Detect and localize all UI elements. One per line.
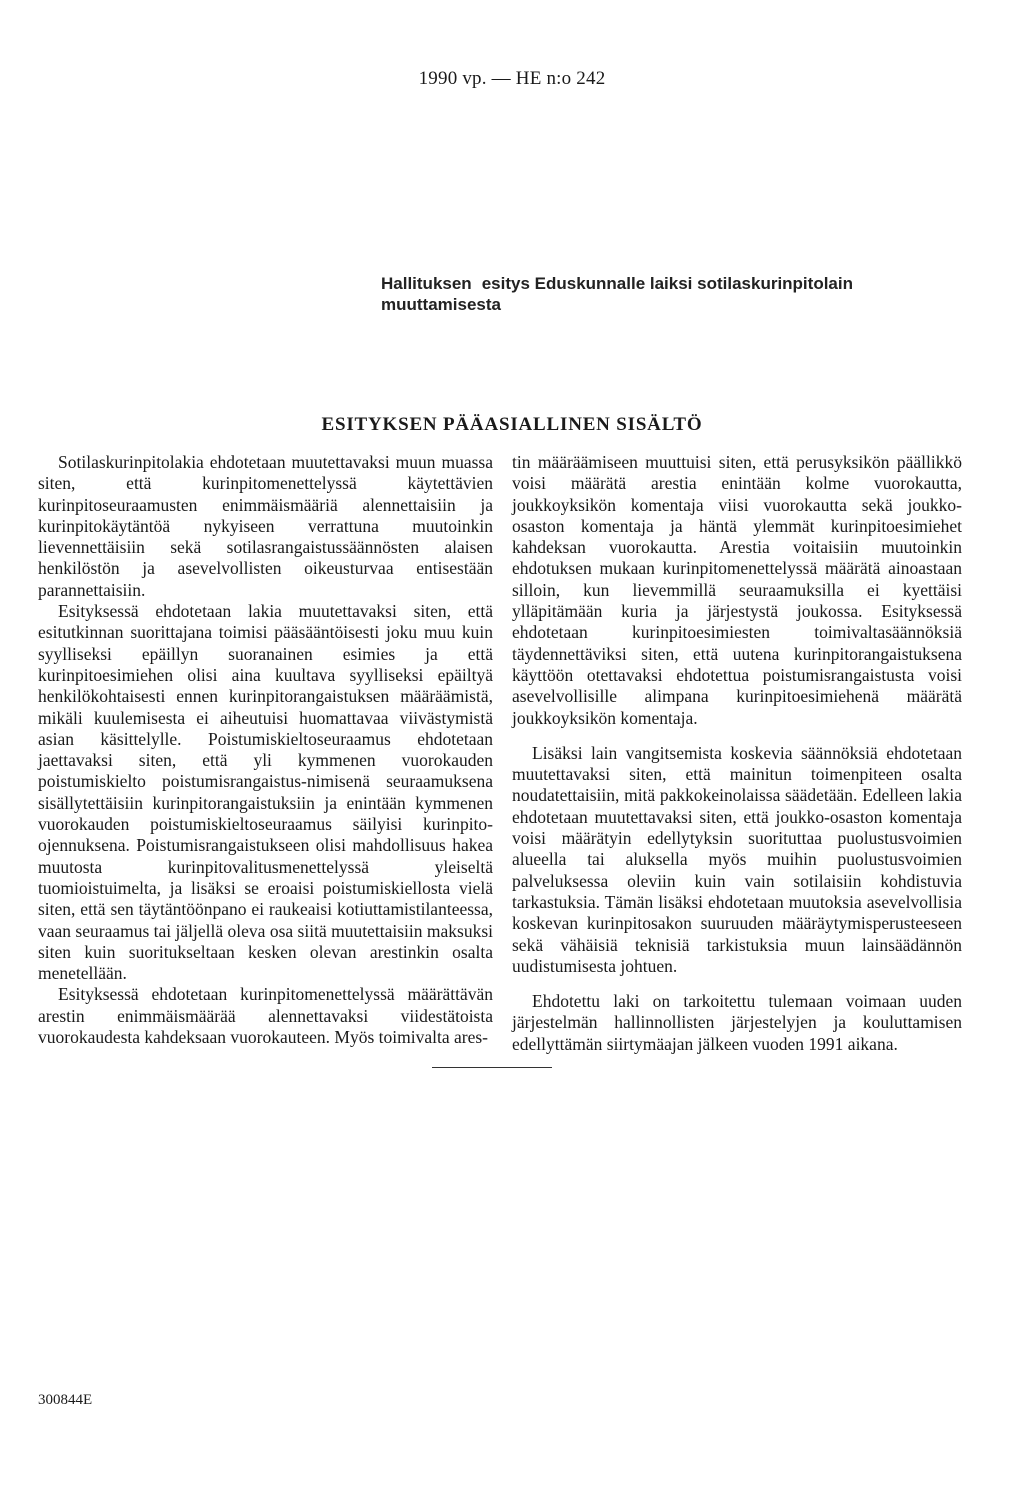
- document-title: [381, 273, 981, 315]
- title-line-1-part-2: esitys Eduskunnalle laiksi sotilaskurinpitolain: [481, 274, 853, 293]
- section-heading: ESITYKSEN PÄÄASIALLINEN SISÄLTÖ: [321, 414, 703, 435]
- right-paragraph-3: Ehdotettu laki on tarkoitettu tulemaan voimaan uuden järjestelmän hallinnollisten järjestelyjen ja kouluttamisen edellyttämän siirtymäajan jälkeen vuoden 1991 aikana.: [512, 991, 962, 1054]
- left-paragraph-3: Esityksessä ehdotetaan kurinpitomenettelyssä määrättävän arestin enimmäismäärää alennettavaksi viidestätoista vuorokaudesta kahdeksaan vuorokauteen. Myös toimivalta ares-: [38, 984, 493, 1048]
- left-column: [38, 452, 493, 1048]
- right-paragraph-1: tin määräämiseen muuttuisi siten, että perusyksikön päällikkö voisi määrätä arestia enintään kolme vuorokautta, joukkoyksikön komentaja viisi vuorokautta sekä joukko-osaston komentaja ja häntä ylemmät kurinpitoesimiehet kahdeksan vuorokautta. Arestia voitaisiin muutoinkin ehdotuksen mukaan kurinpitomenettelyssä määrätä ainoastaan silloin, kun lievemmillä seuraamuksilla ei kyettäisi ylläpitämään kuria ja järjestystä joukossa. Esityksessä ehdotetaan kurinpitoesimiesten toimivaltasäännöksiä täydennettäviksi siten, että uutena kurinpitorangaistuksena käyttöön otettavaksi ehdotettua poistumisrangaistusta voisi asevelvollisille alimpana kurinpitoesimiehenä määrätä joukkoyksikön komentaja.: [512, 452, 962, 728]
- right-paragraph-2: Lisäksi lain vangitsemista koskevia säännöksiä ehdotetaan muutettavaksi siten, että mainitun toimenpiteen osalta noudatettaisiin, mitä pakkokeinolaissa säädetään. Edelleen lakia ehdotetaan muutettavaksi siten, että joukko-osaston komentaja voisi määrätyin edellytyksin suorituttaa puolustusvoimien alueella tai aluksella myös muihin puolustusvoimien palveluksessa oleviin kuin vain sotilaisiin kohdistuvia tarkastuksia. Tämän lisäksi ehdotetaan muutoksia asevelvollisia koskevan kurinpitosakon suuruuden määräytymisperusteeseen sekä vähäisiä teknisiä tarkistuksia muun lainsäädännön uudistumisesta johtuen.: [512, 742, 962, 976]
- title-line-1: [381, 273, 981, 294]
- left-paragraph-1: Sotilaskurinpitolakia ehdotetaan muutettavaksi muun muassa siten, että kurinpitomenettelyssä käytettävien kurinpitoseuraamusten enimmäismääriä alennettaisiin ja kurinpitokäytäntöä nykyiseen verrattuna muutoinkin lievennettäisiin sekä sotilasrangaistussäännösten alaisen henkilöstön ja asevelvollisten oikeusturvaa entisestään parannettaisiin.: [38, 452, 493, 600]
- end-rule: [432, 1067, 552, 1068]
- right-column: [512, 452, 962, 1068]
- page-header: 1990 vp. — HE n:o 242: [418, 68, 606, 89]
- title-line-2: muuttamisesta: [381, 295, 501, 314]
- document-code: 300844E: [38, 1392, 93, 1408]
- left-paragraph-2: Esityksessä ehdotetaan lakia muutettavaksi siten, että esitutkinnan suorittajana toimisi pääsääntöisesti joku muu kuin syylliseksi epäillyn suoranainen esimies ja että kurinpitoesimiehen olisi aina kuultava syylliseksi epäiltyä henkilökohtaisesti ennen kurinpitorangaistuksen määräämistä, mikäli kuulemisesta ei aiheutuisi huomattavaa viivästymistä asian käsittelylle. Poistumiskieltoseuraamus ehdotetaan jaettavaksi siten, että yli kymmenen vuorokauden poistumiskielto poistumisrangaistus-nimisenä seuraamuksena sisällytettäisiin kurinpitorangaistuksiin ja enintään kymmenen vuorokauden poistumiskieltoseuraamus säilyisi kurinpito-ojennuksena. Poistumisrangaistukseen olisi mahdollisuus hakea muutosta kurinpitovalitusmenettelyssä yleiseltä tuomioistuimelta, ja lisäksi se eroaisi poistumiskiellosta vielä siten, että sen täytäntöönpano ei raukeaisi kotiuttamistilanteessa, vaan seuraamus tai jäljellä oleva osa siitä muutettaisiin maksuksi siten kuin suoritukseltaan kesken olevan arestinkin osalta menetellään.: [38, 601, 493, 984]
- title-line-1-part-1: Hallituksen: [381, 274, 472, 293]
